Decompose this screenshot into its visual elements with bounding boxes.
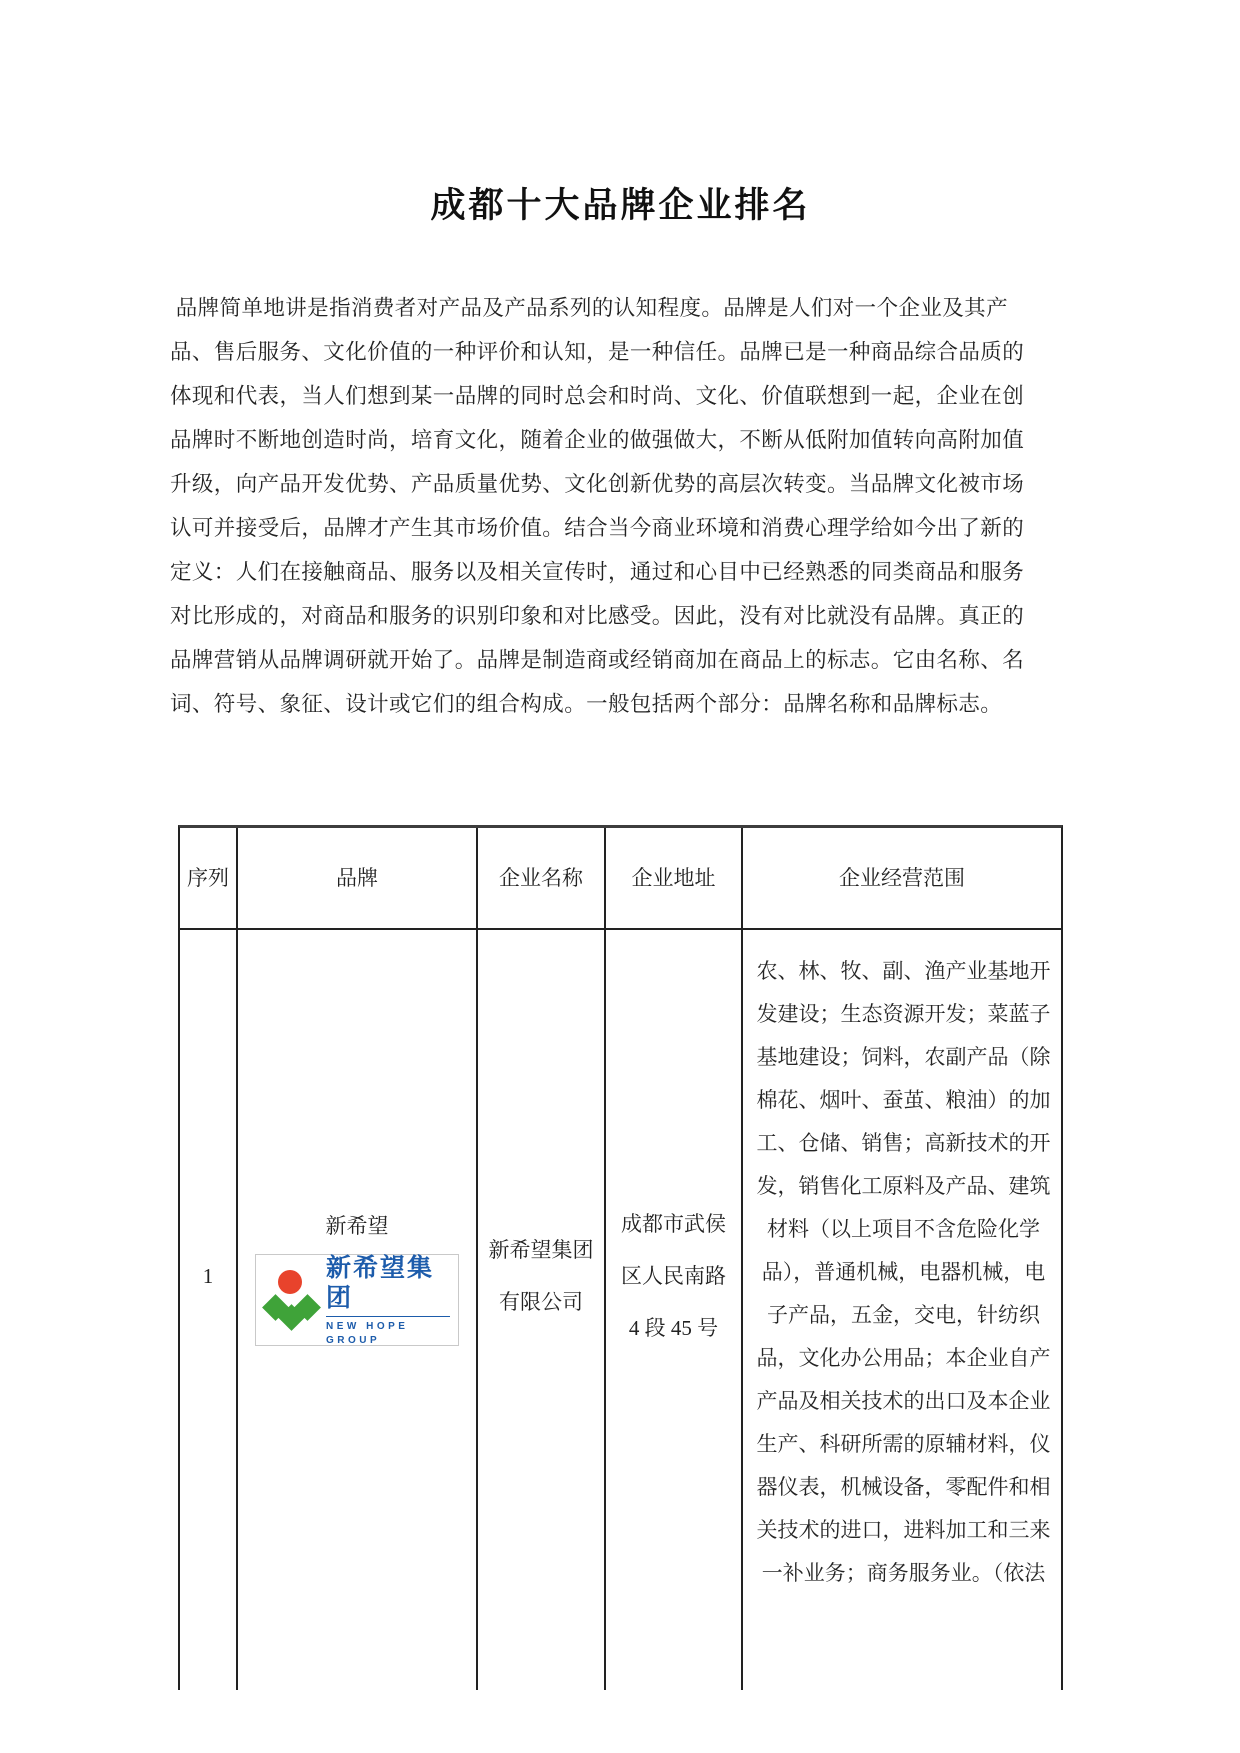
paragraph-line: 词、符号、象征、设计或它们的组合构成。一般包括两个部分：品牌名称和品牌标志。 [170,692,1003,716]
brand-name: 新希望 [325,1214,389,1238]
scope-line: 一补业务；商务服务业。（依法 [761,1561,1046,1585]
scope-line: 发，销售化工原料及产品、建筑 [756,1174,1051,1198]
scope-line: 基地建设；饲料，农副产品（除 [756,1045,1051,1069]
scope-line: 品），普通机械，电器机械，电 [761,1260,1046,1284]
table-row [180,930,1061,1690]
table-header-row [180,828,1061,930]
header-address: 企业地址 [606,828,743,928]
scope-line: 生产、科研所需的原辅材料，仪 [756,1432,1051,1456]
newhope-logo-icon [264,1268,318,1332]
paragraph-line: 体现和代表，当人们想到某一品牌的同时总会和时尚、文化、价值联想到一起，企业在创 [170,384,1025,408]
paragraph-line: 品牌时不断地创造时尚，培育文化，随着企业的做强做大，不断从低附加值转向高附加值 [170,428,1025,452]
paragraph-line: 对比形成的，对商品和服务的识别印象和对比感受。因此，没有对比就没有品牌。真正的 [170,604,1025,628]
paragraph-line: 品牌简单地讲是指消费者对产品及产品系列的认知程度。品牌是人们对一个企业及其产 [170,296,1008,320]
logo-english-name: NEW HOPE GROUP [326,1316,450,1348]
address-line: 区人民南路 [621,1264,726,1288]
scope-line: 关技术的进口，进料加工和三来 [756,1518,1051,1542]
scope-line: 发建设；生态资源开发；菜蓝子 [756,1002,1051,1026]
scope-line: 产品及相关技术的出口及本企业 [756,1389,1051,1413]
seq-number: 1 [202,1264,214,1288]
scope-line: 材料（以上项目不含危险化学 [767,1217,1040,1241]
paragraph-line: 升级，向产品开发优势、产品质量优势、文化创新优势的高层次转变。当品牌文化被市场 [170,472,1025,496]
cell-seq [180,930,238,1690]
header-seq: 序列 [180,828,238,928]
cell-address [606,930,743,1690]
scope-line: 棉花、烟叶、蚕茧、粮油）的加 [756,1088,1051,1112]
cell-brand [238,930,478,1690]
cell-company [478,930,606,1690]
page-title: 成都十大品牌企业排名 [430,186,811,225]
scope-line: 农、林、牧、副、渔产业基地开 [756,959,1051,983]
scope-line: 子产品，五金，交电，针纺织 [767,1303,1040,1327]
scope-line: 品，文化办公用品；本企业自产 [756,1346,1051,1370]
scope-line: 器仪表，机械设备，零配件和相 [756,1475,1051,1499]
intro-paragraph [170,286,1030,726]
company-name-line: 新希望集团 [488,1238,594,1262]
logo-text [326,1253,450,1348]
paragraph-line: 品牌营销从品牌调研就开始了。品牌是制造商或经销商加在商品上的标志。它由名称、名 [170,648,1025,672]
cell-scope [743,930,1061,1690]
address-line: 4 段 45 号 [628,1316,719,1340]
paragraph-line: 认可并接受后，品牌才产生其市场价值。结合当今商业环境和消费心理学给如今出了新的 [170,516,1025,540]
logo-chinese-name: 新希望集团 [326,1253,435,1312]
scope-line: 工、仓储、销售；高新技术的开 [756,1131,1051,1155]
company-name-line: 有限公司 [499,1290,583,1314]
header-company: 企业名称 [478,828,606,928]
paragraph-line: 品、售后服务、文化价值的一种评价和认知，是一种信任。品牌已是一种商品综合品质的 [170,340,1025,364]
logo-sun-icon [278,1270,302,1294]
newhope-logo [255,1254,459,1346]
header-scope: 企业经营范围 [839,866,965,890]
address-line: 成都市武侯 [621,1212,726,1236]
ranking-table [178,825,1063,1690]
header-brand: 品牌 [238,828,478,928]
paragraph-line: 定义：人们在接触商品、服务以及相关宣传时，通过和心目中已经熟悉的同类商品和服务 [170,560,1025,584]
